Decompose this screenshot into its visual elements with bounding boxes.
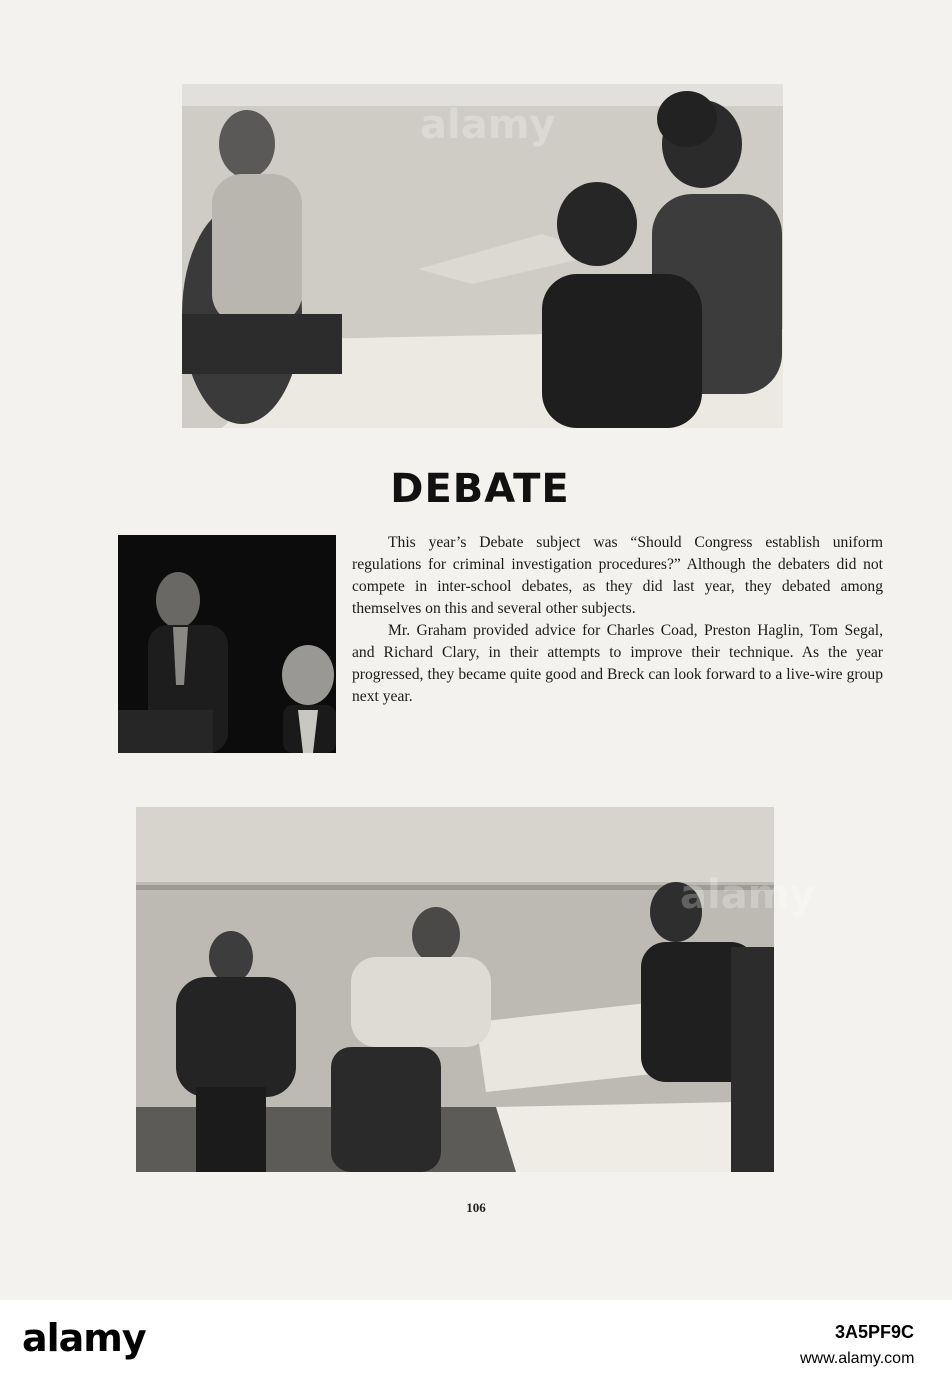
- debate-team-photo-bottom: [136, 807, 774, 1172]
- debater-at-podium-photo: [118, 535, 336, 753]
- article-body: [352, 532, 883, 708]
- debate-team-photo-top: [182, 84, 783, 428]
- brand-logo: alamy: [22, 1316, 146, 1360]
- paragraph: Mr. Graham provided advice for Charles Coad, Preston Haglin, Tom Segal, and Richard Clary, in their attempts to improve their technique. As the year progressed, they became quite good and Breck can look forward to a live-wire group next year.: [352, 622, 883, 705]
- source-link[interactable]: www.alamy.com: [800, 1350, 915, 1367]
- page-number: 106: [466, 1200, 486, 1215]
- watermark: alamy: [680, 872, 816, 918]
- image-id: 3A5PF9C: [835, 1322, 915, 1342]
- watermark: alamy: [420, 102, 556, 148]
- paragraph: This year’s Debate subject was “Should Congress establish uniform regulations for criminal investigation procedures?” Although the debaters did not compete in inter-school debates, as they did last year, they debated among themselves on this and several other subjects.: [352, 534, 883, 617]
- page-title: DEBATE: [390, 466, 570, 512]
